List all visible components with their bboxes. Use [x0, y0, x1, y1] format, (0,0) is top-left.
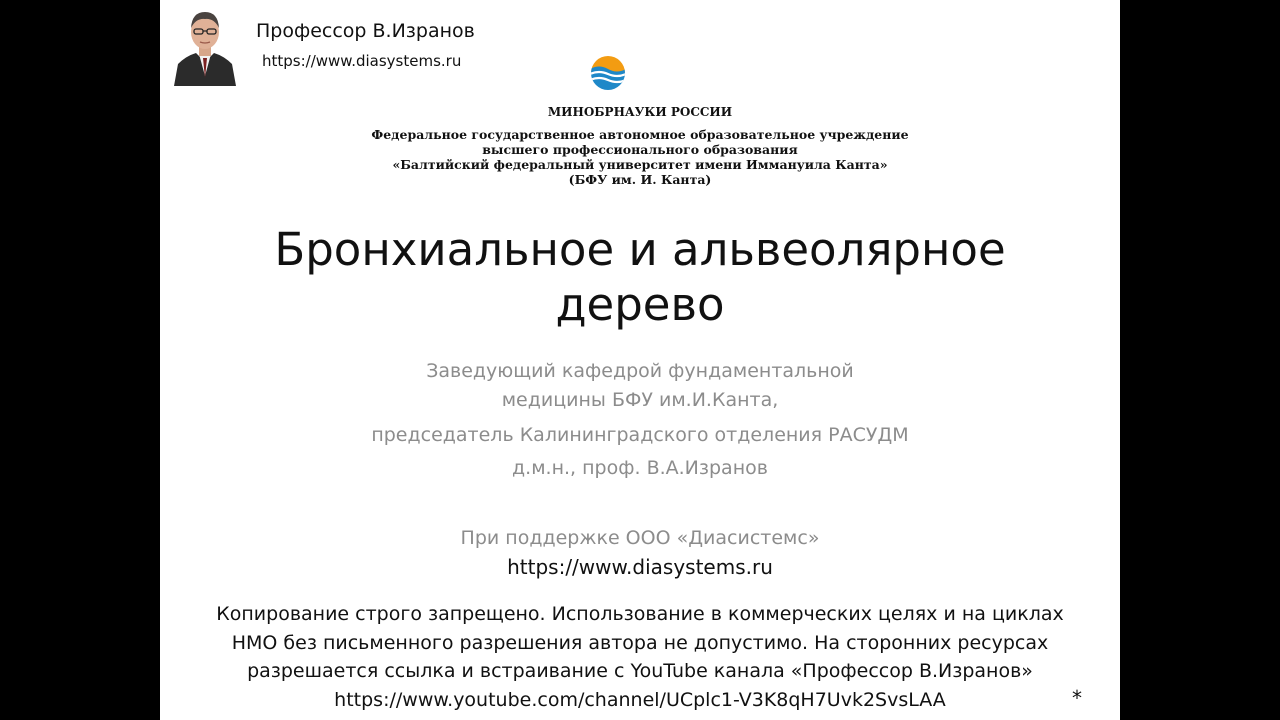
support-website-link[interactable]: https://www.diasystems.ru [507, 555, 773, 579]
author-photo [172, 6, 238, 86]
subtitle-line: д.м.н., проф. В.А.Изранов [512, 457, 768, 479]
university-line: Федеральное государственное автономное образовательное учреждение [371, 127, 909, 142]
slide [160, 0, 1120, 720]
subtitle-line: Заведующий кафедрой фундаментальной [426, 360, 854, 382]
author-website-link[interactable]: https://www.diasystems.ru [262, 52, 462, 70]
youtube-channel-link[interactable]: https://www.youtube.com/channel/UCplc1-V3K8qH7Uvk2SvsLAA [334, 688, 946, 711]
author-name: Профессор В.Изранов [256, 20, 475, 42]
support-text: При поддержке ООО «Диасистемс» [460, 527, 820, 549]
subtitle-line: председатель Калининградского отделения РАСУДМ [371, 424, 909, 446]
title-line: Бронхиальное и альвеолярное [274, 223, 1006, 276]
university-line: высшего профессионального образования [482, 142, 798, 157]
slide-asterisk: * [1072, 686, 1082, 710]
copyright-line: разрешается ссылка и встраивание с YouTube канала «Профессор В.Изранов» [247, 660, 1033, 682]
title-line: дерево [555, 278, 725, 331]
university-logo-icon [590, 55, 626, 91]
university-line: (БФУ им. И. Канта) [568, 172, 712, 187]
copyright-line: Копирование строго запрещено. Использование в коммерческих целях и на циклах [216, 603, 1064, 625]
ministry-label: МИНОБРНАУКИ РОССИИ [547, 105, 733, 119]
slide-title [160, 222, 1120, 332]
university-line: «Балтийский федеральный университет имени Иммануила Канта» [392, 157, 888, 172]
university-block [300, 127, 980, 187]
copyright-line: НМО без письменного разрешения автора не допустимо. На сторонних ресурсах [231, 631, 1049, 654]
subtitle-line: медицины БФУ им.И.Канта, [501, 389, 779, 411]
copyright-notice [160, 600, 1120, 714]
